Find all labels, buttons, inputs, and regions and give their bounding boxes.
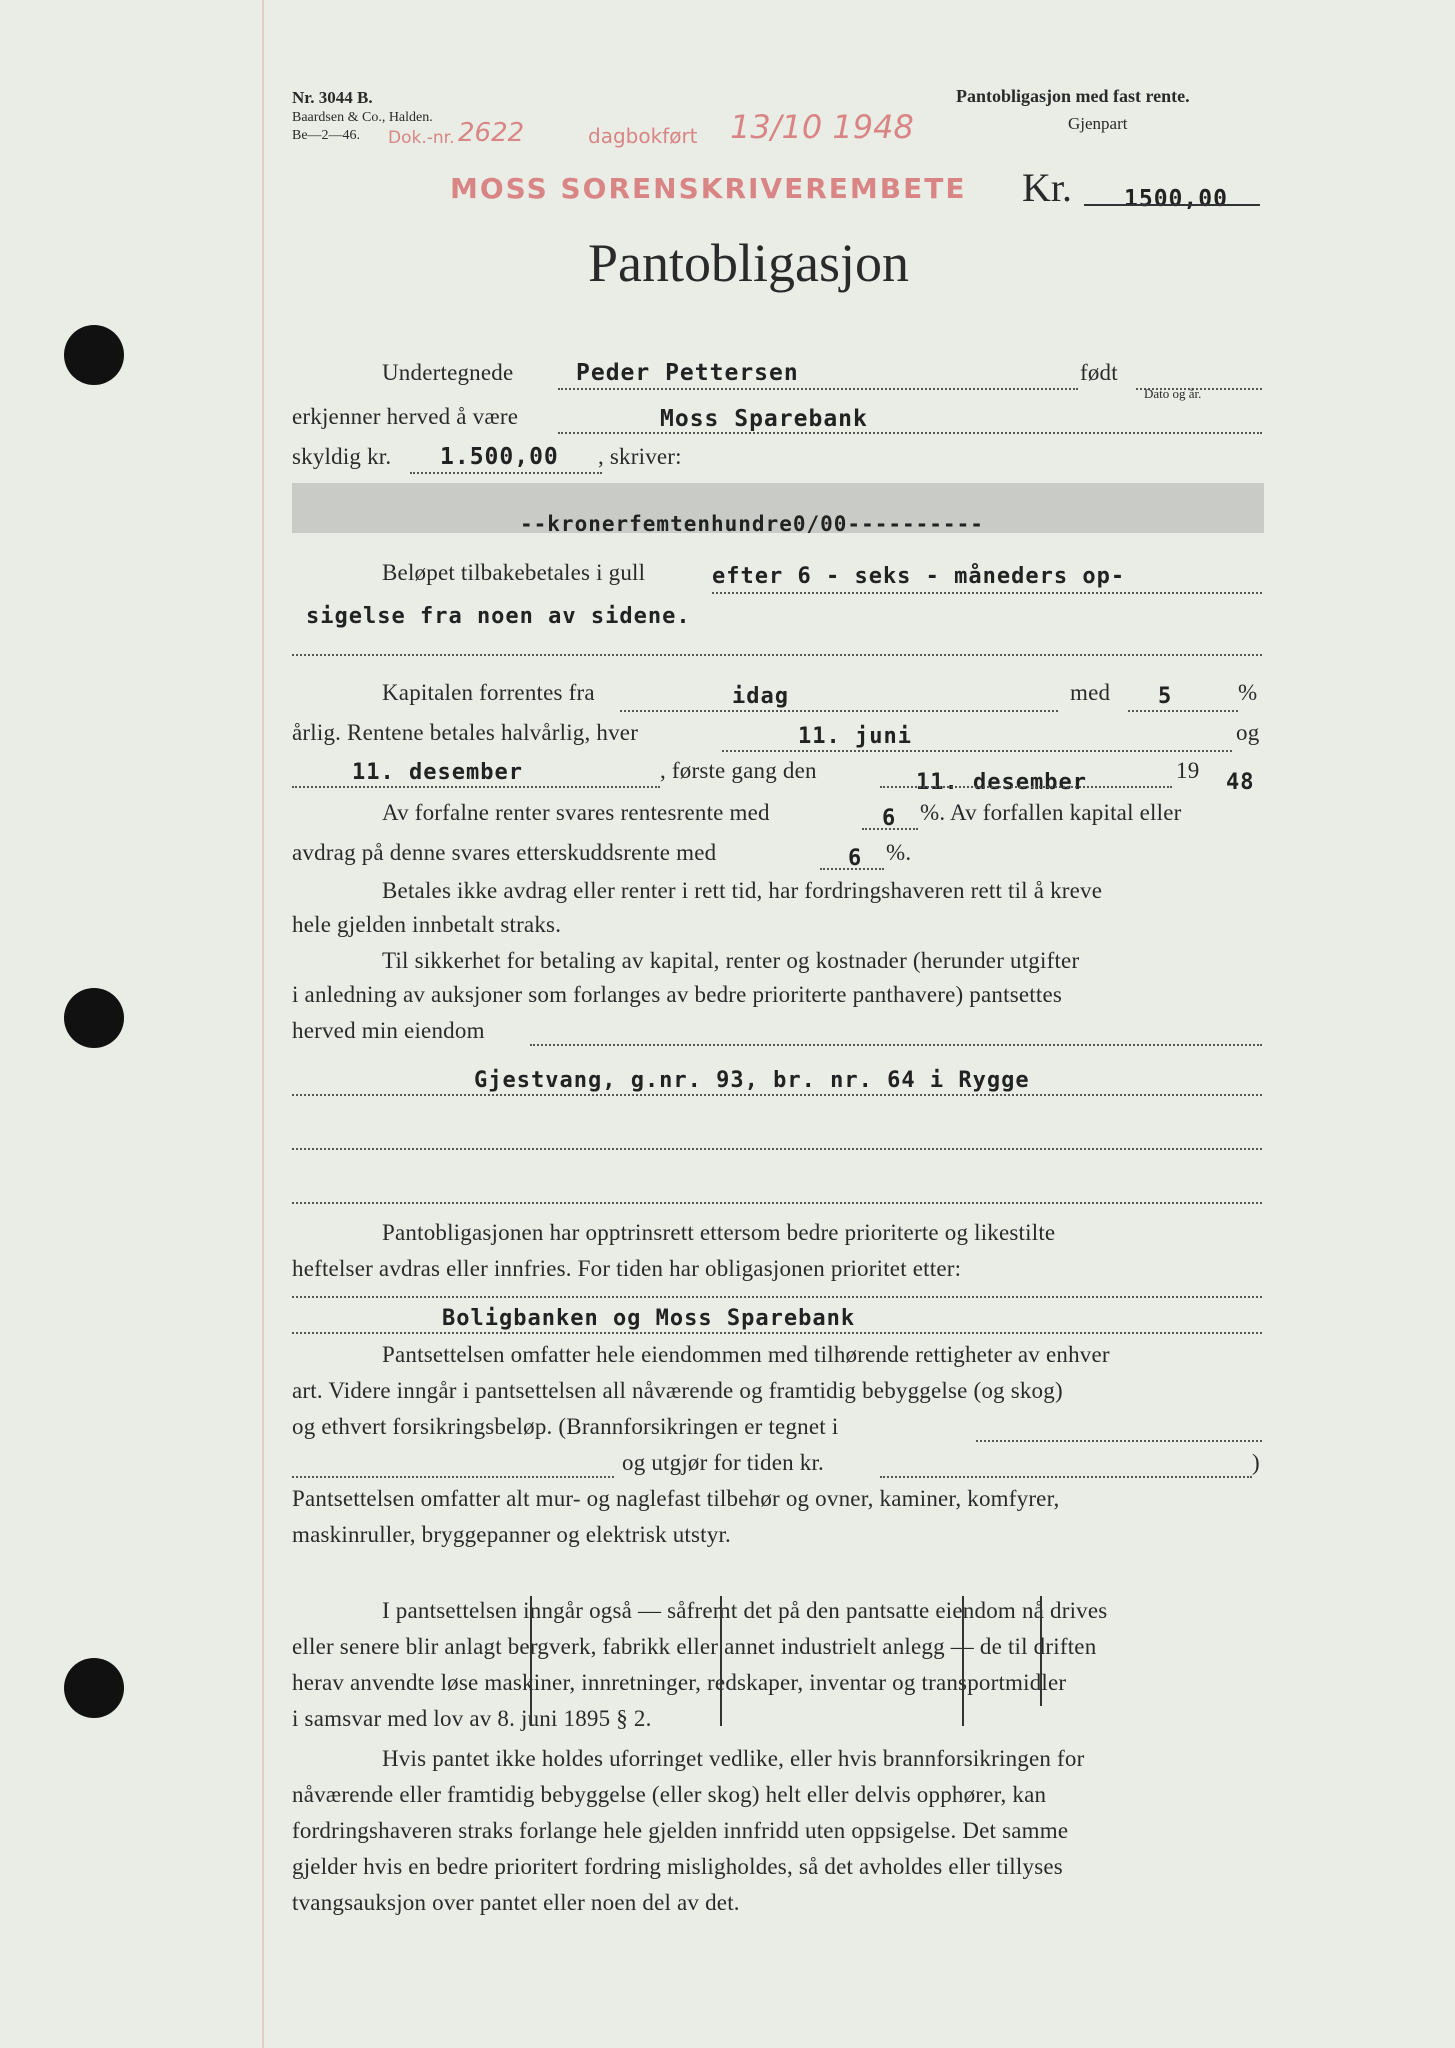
print-code: Be—2—46. bbox=[292, 128, 361, 143]
priority-clause-2: heftelser avdras eller innfries. For tiden har obligasjonen prioritet etter: bbox=[292, 1256, 962, 1281]
repayment-line1-rule bbox=[712, 592, 1262, 594]
overdue-pct-2: %. bbox=[886, 840, 912, 865]
interest-percent: % bbox=[1238, 680, 1258, 705]
owe-line bbox=[410, 472, 602, 474]
year-suffix: 48 bbox=[1226, 770, 1255, 795]
insurance-amount-rule bbox=[880, 1476, 1252, 1478]
security-clause-2: i anledning av auksjoner som forlanges av bedre prioriterte panthavere) pantsettes bbox=[292, 982, 1063, 1007]
maintenance-clause-2: nåværende eller framtidig bebyggelse (eller skog) helt eller delvis opphører, kan bbox=[292, 1782, 1047, 1807]
maintenance-clause-5: tvangsauksjon over pantet eller noen del av det. bbox=[292, 1890, 740, 1915]
amount-words: --kronerfemtenhundre0/00---------- bbox=[520, 512, 984, 536]
interest-from-label: Kapitalen forrentes fra bbox=[382, 680, 595, 705]
first-date-rule bbox=[880, 786, 1172, 788]
insurance-rule-2 bbox=[292, 1476, 614, 1478]
scope-clause-2: art. Videre inngår i pantsettelsen all nåværende og framtidig bebyggelse (og skog) bbox=[292, 1378, 1063, 1403]
industry-clause-1: I pantsettelsen inngår også — såfremt det på den pantsatte eiendom nå drives bbox=[382, 1598, 1108, 1623]
form-type: Pantobligasjon med fast rente. bbox=[956, 86, 1190, 106]
owe-label: skyldig kr. bbox=[292, 444, 392, 469]
fixtures-clause-2: maskinruller, bryggepanner og elektrisk utstyr. bbox=[292, 1522, 731, 1547]
punch-hole-top bbox=[64, 325, 124, 385]
annual-label: årlig. Rentene betales halvårlig, hver bbox=[292, 720, 639, 745]
insurance-rule-1 bbox=[976, 1440, 1262, 1442]
pay-date-1-rule bbox=[722, 750, 1232, 752]
priority-rule-1 bbox=[292, 1296, 1262, 1298]
owe-suffix: , skriver: bbox=[598, 444, 682, 469]
maintenance-clause-3: fordringshaveren straks forlange hele gjelden innfridd uten oppsigelse. Det samme bbox=[292, 1818, 1069, 1843]
repayment-line2: sigelse fra noen av sidene. bbox=[306, 604, 691, 629]
pen-mark-4 bbox=[1040, 1596, 1042, 1706]
copy-label: Gjenpart bbox=[1068, 114, 1128, 133]
industry-clause-2: eller senere blir anlagt bergverk, fabrikk eller annet industrielt anlegg — de til driften bbox=[292, 1634, 1097, 1659]
first-date: 11. desember bbox=[916, 770, 1087, 795]
interest-rate-rule bbox=[1128, 710, 1238, 712]
priority-rule-2 bbox=[292, 1332, 1262, 1334]
overdue-rate-2-rule bbox=[820, 868, 884, 870]
maintenance-clause-4: gjelder hvis en bedre prioritert fordring misligholdes, så det avholdes eller tillyses bbox=[292, 1854, 1063, 1879]
repayment-label: Beløpet tilbakebetales i gull bbox=[382, 560, 646, 585]
priority-clause-1: Pantobligasjonen har opptrinsrett ettersom bedre prioriterte og likestilte bbox=[382, 1220, 1056, 1245]
property-rule-2 bbox=[292, 1094, 1262, 1096]
overdue-text-a: Av forfalne renter svares rentesrente med bbox=[382, 800, 770, 825]
amount-underline bbox=[1084, 204, 1260, 206]
born-hint: Dato og år. bbox=[1144, 386, 1202, 401]
debtor-label: Undertegnede bbox=[382, 360, 514, 385]
pen-mark-2 bbox=[720, 1596, 722, 1726]
stamp-date: 13/10 1948 bbox=[730, 108, 914, 146]
repayment-line1: efter 6 - seks - måneders op- bbox=[712, 564, 1126, 589]
interest-from-value: idag bbox=[732, 684, 789, 709]
interest-rate: 5 bbox=[1158, 684, 1173, 709]
printer-name: Baardsen & Co., Halden. bbox=[292, 110, 433, 125]
scope-clause-1: Pantsettelsen omfatter hele eiendommen med tilhørende rettigheter av enhver bbox=[382, 1342, 1110, 1367]
industry-clause-4: i samsvar med lov av 8. juni 1895 § 2. bbox=[292, 1706, 652, 1731]
kr-label: Kr. bbox=[1022, 165, 1072, 210]
punch-hole-middle bbox=[64, 988, 124, 1048]
debtor-name: Peder Pettersen bbox=[576, 360, 799, 386]
default-clause-1: Betales ikke avdrag eller renter i rett tid, har fordringshaveren rett til å kreve bbox=[382, 878, 1103, 903]
dok-number: 2622 bbox=[458, 118, 525, 148]
priority-holders: Boligbanken og Moss Sparebank bbox=[442, 1306, 856, 1331]
property-rule-1 bbox=[530, 1044, 1262, 1046]
creditor-line bbox=[558, 432, 1262, 434]
form-number: Nr. 3044 B. bbox=[292, 88, 373, 107]
debtor-line bbox=[558, 388, 1078, 390]
pay-date-2: 11. desember bbox=[352, 760, 523, 785]
interest-from-rule bbox=[620, 710, 1058, 712]
scope-clause-3: og ethvert forsikringsbeløp. (Brannforsikringen er tegnet i bbox=[292, 1414, 839, 1439]
overdue-rate-2: 6 bbox=[848, 846, 863, 871]
property-rule-4 bbox=[292, 1202, 1262, 1204]
scope-clause-4-end: ) bbox=[1252, 1450, 1260, 1475]
stamp-office: MOSS SORENSKRIVEREMBETE bbox=[450, 172, 967, 205]
dagbok-label: dagbokført bbox=[588, 124, 698, 148]
security-clause-3: herved min eiendom bbox=[292, 1018, 485, 1043]
fixtures-clause-1: Pantsettelsen omfatter alt mur- og naglefast tilbehør og ovner, kaminer, komfyrer, bbox=[292, 1486, 1060, 1511]
amount-value: 1500,00 bbox=[1124, 186, 1228, 212]
creditor-label: erkjenner herved å være bbox=[292, 404, 519, 429]
default-clause-2: hele gjelden innbetalt straks. bbox=[292, 912, 562, 937]
pen-mark-1 bbox=[530, 1596, 532, 1726]
pay-date-1: 11. juni bbox=[798, 724, 912, 749]
owe-amount: 1.500,00 bbox=[440, 444, 559, 470]
document-title: Pantobligasjon bbox=[588, 233, 909, 293]
creditor-name: Moss Sparebank bbox=[660, 406, 868, 432]
repayment-line2-rule bbox=[292, 654, 1262, 656]
maintenance-clause-1: Hvis pantet ikke holdes uforringet vedlike, eller hvis brannforsikringen for bbox=[382, 1746, 1085, 1771]
dok-label: Dok.-nr. bbox=[388, 128, 455, 148]
overdue-text-b: %. Av forfallen kapital eller bbox=[920, 800, 1182, 825]
born-label: født bbox=[1080, 360, 1118, 385]
scope-clause-4: og utgjør for tiden kr. bbox=[622, 1450, 824, 1475]
industry-clause-3: herav anvendte løse maskiner, innretninger, redskaper, inventar og transportmidler bbox=[292, 1670, 1067, 1695]
pen-mark-3 bbox=[962, 1596, 964, 1726]
property-description: Gjestvang, g.nr. 93, br. nr. 64 i Rygge bbox=[474, 1068, 1030, 1093]
margin-rule bbox=[262, 0, 264, 2048]
property-rule-3 bbox=[292, 1148, 1262, 1150]
pay-date-2-rule bbox=[292, 786, 660, 788]
first-time-label: , første gang den bbox=[660, 758, 817, 783]
overdue-text-c: avdrag på denne svares etterskuddsrente med bbox=[292, 840, 717, 865]
punch-hole-bottom bbox=[64, 1658, 124, 1718]
interest-with-label: med bbox=[1070, 680, 1111, 705]
overdue-rate-1-rule bbox=[862, 828, 918, 830]
security-clause-1: Til sikkerhet for betaling av kapital, renter og kostnader (herunder utgifter bbox=[382, 948, 1080, 973]
og-label: og bbox=[1236, 720, 1260, 745]
overdue-rate-1: 6 bbox=[882, 806, 897, 831]
year-prefix: 19 bbox=[1176, 758, 1200, 783]
